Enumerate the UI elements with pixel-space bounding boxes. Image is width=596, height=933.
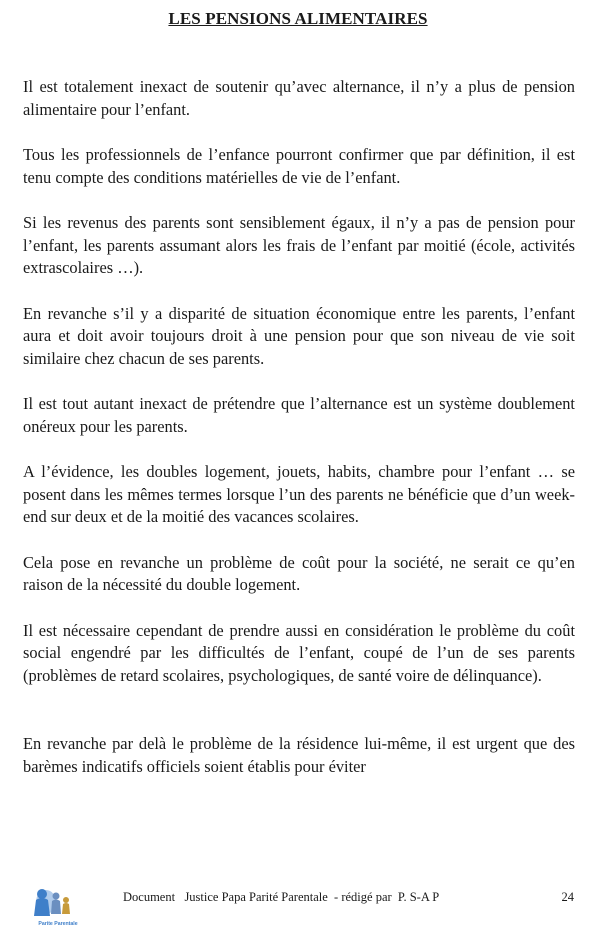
page-title: LES PENSIONS ALIMENTAIRES (168, 9, 428, 28)
parite-parentale-logo-icon (28, 886, 88, 928)
paragraph-7: Cela pose en revanche un problème de coût pour la société, ne serait ce qu’en raison de la nécessité du double logement. (23, 552, 575, 594)
page-number: 24 (561, 890, 574, 904)
paragraph-6: A l’évidence, les doubles logement, jouets, habits, chambre pour l’enfant … se posent dans les mêmes termes lorsque l’un des parents ne bénéficie que d’un week-end sur deux et de la moitié des vacances scolaires. (23, 462, 575, 526)
paragraph-3: Si les revenus des parents sont sensiblement égaux, il n’y a pas de pension pour l’enfant, les parents assumant alors les frais de l’enfant par moitié (école, activités extrascolaires …). (23, 213, 575, 277)
paragraph-8: Il est nécessaire cependant de prendre aussi en considération le problème du coût social engendré par les difficultés de l’enfant, coupé de l’un de ses parents (problèmes de retard scolaires, psychologiques, de santé voire de délinquance). (23, 620, 575, 685)
paragraph-1: Il est totalement inexact de soutenir qu’avec alternance, il n’y a plus de pension alimentaire pour l’enfant. (23, 77, 575, 119)
document-body (23, 76, 575, 801)
footer-text: Document Justice Papa Parité Parentale - rédigé par P. S-A P (123, 890, 440, 904)
logo-text: Parite Parentale (38, 921, 78, 927)
paragraph-2: Tous les professionnels de l’enfance pourront confirmer que par définition, il est tenu compte des conditions matérielles de vie de l’enfant. (23, 145, 575, 187)
paragraph-4: En revanche s’il y a disparité de situation économique entre les parents, l’enfant aura et doit avoir toujours droit à une pension pour que son niveau de vie soit similaire chez chacun de ses parents. (23, 303, 575, 368)
page-footer (0, 882, 596, 932)
paragraph-5: Il est tout autant inexact de prétendre que l’alternance est un système doublement onéreux pour les parents. (23, 394, 575, 436)
paragraph-9: En revanche par delà le problème de la résidence lui-même, il est urgent que des barèmes indicatifs officiels soient établis pour éviter (23, 734, 575, 776)
